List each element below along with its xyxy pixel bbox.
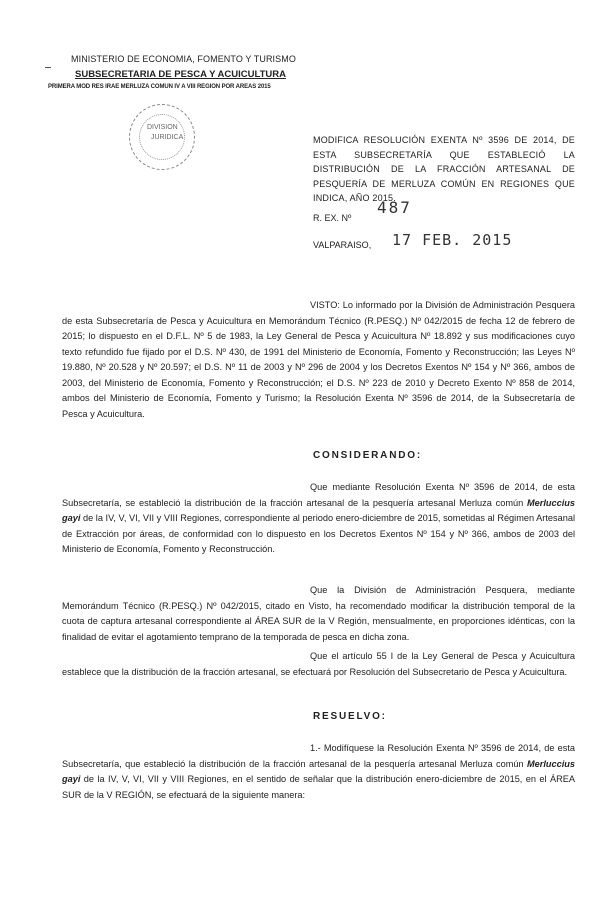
considerando-heading: CONSIDERANDO: — [313, 450, 422, 461]
margin-mark — [45, 67, 51, 68]
considerando-paragraph-2: Que la División de Administración Pesquera, mediante Memorándum Técnico (R.PESQ.) Nº 042/2015, citado en Visto, ha recomendado modificar la distribución temporal de la cuota de captura artesanal correspondiente al ÁREA SUR de la V Región, mensualmente, en proporciones idénticas, con la finalidad de evitar el agotamiento temprano de la temporada de pesca en dicha zona. — [62, 585, 575, 642]
document-reference: PRIMERA MOD RES IRAE MERLUZA COMUN IV A VIII REGION POR AREAS 2015 — [48, 84, 271, 90]
resuelvo-p1-text-a: 1.- Modifíquese la Resolución Exenta Nº 3596 de 2014, de esta Subsecretaría, que estableció la distribución de la fracción artesanal de la pesquería artesanal Merluza común — [62, 743, 575, 769]
visto-paragraph: VISTO: Lo informado por la División de Administración Pesquera de esta Subsecretaría de Pesca y Acuicultura en Memorándum Técnico (R.PESQ.) Nº 042/2015 de fecha 12 de febrero de 2015; lo dispuesto en el D.F.L. Nº 5 de 1983, la Ley General de Pesca y Acuicultura Nº 18.892 y sus modificaciones cuyo texto refundido fue fijado por el D.S. Nº 430, de 1991 del Ministerio de Economía, Fomento y Reconstrucción; las Leyes Nº 19.880, Nº 20.528 y Nº 20.597; el D.S. Nº 11 de 2003 y Nº 296 de 2004 y los Decretos Exentos Nº 154 y Nº 366, ambos de 2003, del Ministerio de Economía, Fomento y Reconstrucción; el D.S. Nº 223 de 2010 y Decreto Exento Nº 858 de 2014, ambos del Ministerio de Economía, Fomento y Turismo; la Resolución Exenta Nº 3596 de 2014, de la Subsecretaría de Pesca y Acuicultura. — [62, 300, 575, 419]
considerando-paragraph-1 — [62, 480, 575, 558]
ministry-name: MINISTERIO DE ECONOMIA, FOMENTO Y TURISMO — [71, 54, 296, 64]
resolution-number: 487 — [377, 198, 412, 217]
considerando-p1-text-a: Que mediante Resolución Exenta Nº 3596 de 2014, de esta Subsecretaría, se estableció la distribución de la fracción artesanal de la pesquería artesanal Merluza común — [62, 482, 575, 508]
resuelvo-heading: RESUELVO: — [313, 711, 387, 722]
resolution-title: MODIFICA RESOLUCIÓN EXENTA Nº 3596 DE 2014, DE ESTA SUBSECRETARÍA QUE ESTABLECIÓ LA DISTRIBUCIÓN DE LA FRACCIÓN ARTESANAL DE PESQUERÍA DE MERLUZA COMÚN EN REGIONES QUE INDICA, AÑO 2015. — [313, 135, 575, 203]
resuelvo-paragraph-1 — [62, 741, 575, 803]
resolution-date-stamp: 17 FEB. 2015 — [392, 231, 513, 249]
considerando-paragraph-3: Que el artículo 55 I de la Ley General de Pesca y Acuicultura establece que la distribución de la fracción artesanal, se efectuará por Resolución del Subsecretario de Pesca y Acuicultura. — [62, 651, 575, 677]
considerando-p1-text-b: de la IV, V, VI, VII y VIII Regiones, correspondiente al periodo enero-diciembre de 2015, sometidas al Régimen Artesanal de Extracción por áreas, de conformidad con lo dispuesto en los Decretos Exentos Nº 154 y Nº 366, ambos de 2003 del Ministerio de Economía, Fomento y Reconstrucción. — [62, 513, 575, 554]
stamp-text-line-2: JURIDICA — [151, 134, 184, 141]
subsecretaria-name: SUBSECRETARIA DE PESCA Y ACUICULTURA — [75, 69, 286, 80]
species-name: Merluccius gayi — [62, 758, 575, 784]
resolution-number-label: R. EX. Nº — [313, 213, 352, 223]
resolution-place: VALPARAISO, — [313, 240, 372, 250]
resuelvo-p1-text-b: de la IV, V, VI, VII y VIII Regiones, en el sentido de señalar que la distribución enero-diciembre de 2015, en el ÁREA SUR de la V REGIÓN, se efectuará de la siguiente manera: — [62, 774, 575, 800]
stamp-text-line-1: DIVISION — [147, 124, 178, 131]
species-name: Merluccius gayi — [62, 497, 575, 523]
